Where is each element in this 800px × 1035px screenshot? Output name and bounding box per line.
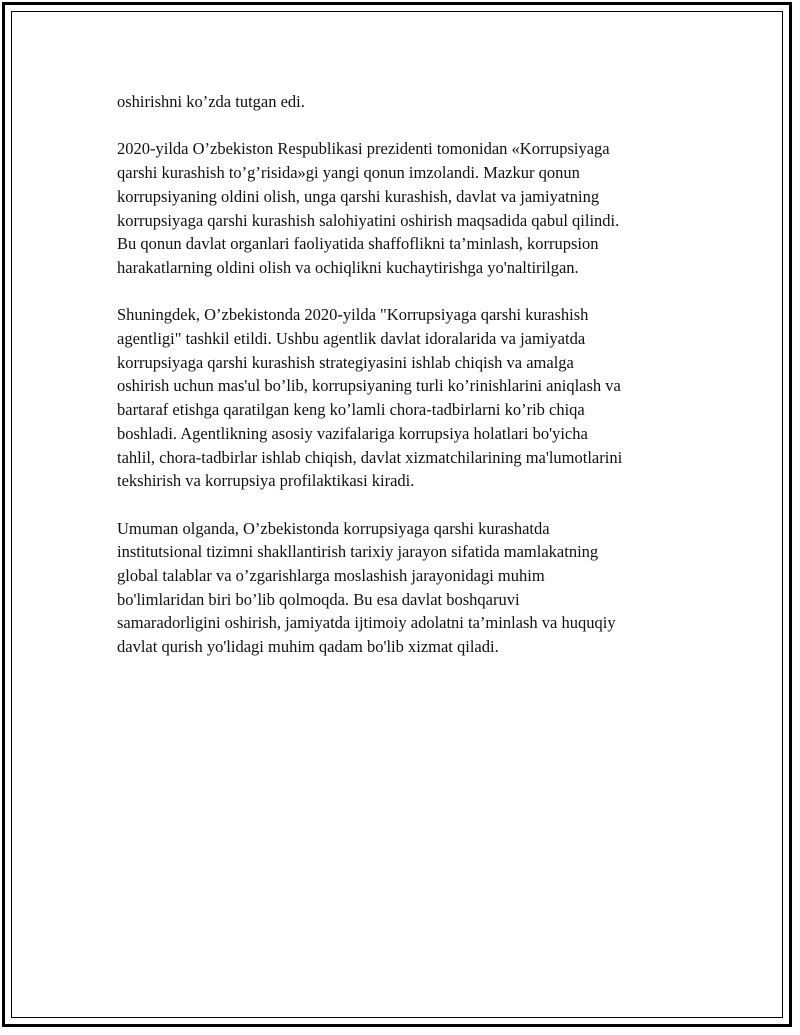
text-line: qarshi kurashish to’g’risida»gi yangi qonun imzolandi. Mazkur qonun xyxy=(117,163,580,183)
text-line: Umuman olganda, O’zbekistonda korrupsiyaga qarshi kurashatda xyxy=(117,518,550,538)
text-line: Bu qonun davlat organlari faoliyatida shaffoflikni ta’minlash, korrupsion xyxy=(117,234,599,254)
text-line: korrupsiyaga qarshi kurashish strategiyasini ishlab chiqish va amalga xyxy=(117,352,574,372)
text-line: davlat qurish yo'lidagi muhim qadam bo'lib xizmat qiladi. xyxy=(117,637,499,657)
text-line: tahlil, chora-tadbirlar ishlab chiqish, davlat xizmatchilarining ma'lumotlarini xyxy=(117,447,623,467)
text-line: institutsional tizimni shakllantirish tarixiy jarayon sifatida mamlakatning xyxy=(117,542,599,562)
text-line: tekshirish va korrupsiya profilaktikasi kiradi. xyxy=(117,471,415,491)
text-line: 2020-yilda O’zbekiston Respublikasi prezidenti tomonidan «Korrupsiyaga xyxy=(117,139,610,159)
text-line: korrupsiyaning oldini olish, unga qarshi kurashish, davlat va jamiyatning xyxy=(117,186,600,206)
text-line: oshirishni ko’zda tutgan edi. xyxy=(117,92,305,111)
text-line: harakatlarning oldini olish va ochiqlikni kuchaytirishga yo'naltirilgan. xyxy=(117,257,579,277)
paragraph-4 xyxy=(117,517,682,659)
paragraph-1 xyxy=(117,90,682,114)
text-line: korrupsiyaga qarshi kurashish salohiyatini oshirish maqsadida qabul qilindi. xyxy=(117,210,620,230)
text-line: global talablar va o’zgarishlarga moslashish jarayonidagi muhim xyxy=(117,566,545,586)
text-line: Shuningdek, O’zbekistonda 2020-yilda "Korrupsiyaga qarshi kurashish xyxy=(117,305,589,325)
text-line: boshladi. Agentlikning asosiy vazifalariga korrupsiya holatlari bo'yicha xyxy=(117,423,588,443)
text-line: samaradorligini oshirish, jamiyatda ijtimoiy adolatni ta’minlash va huquqiy xyxy=(117,613,616,633)
text-line: oshirish uchun mas'ul bo’lib, korrupsiyaning turli ko’rinishlarini aniqlash va xyxy=(117,376,621,396)
document-body xyxy=(117,90,682,683)
paragraph-3 xyxy=(117,303,682,493)
text-line: bo'limlaridan biri bo’lib qolmoqda. Bu esa davlat boshqaruvi xyxy=(117,589,520,609)
text-line: bartaraf etishga qaratilgan keng ko’lamli chora-tadbirlarni ko’rib chiqa xyxy=(117,400,585,420)
text-line: agentligi" tashkil etildi. Ushbu agentlik davlat idoralarida va jamiyatda xyxy=(117,329,586,348)
paragraph-2 xyxy=(117,137,682,279)
